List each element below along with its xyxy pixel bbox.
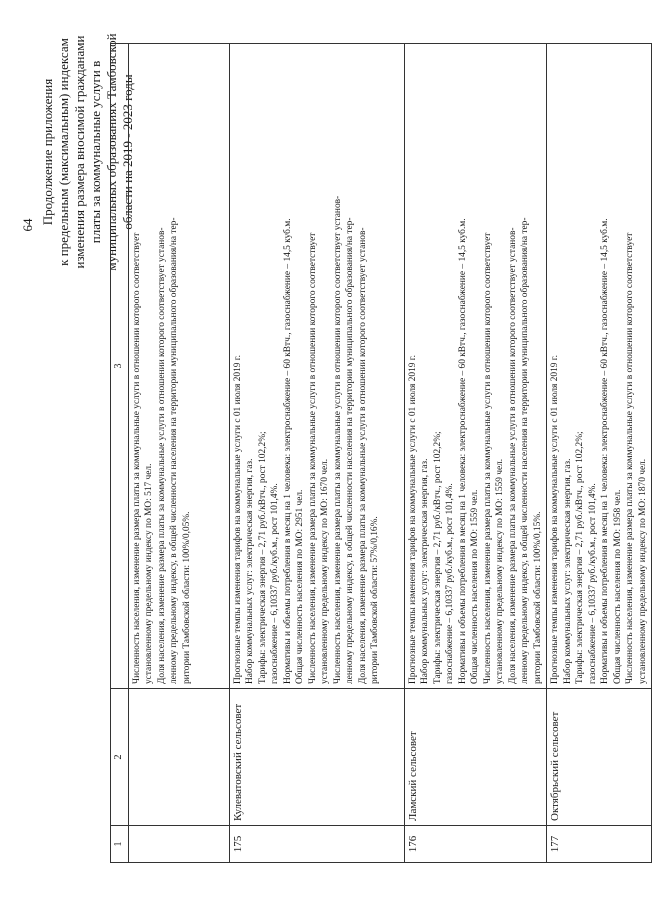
row-description-cell (404, 44, 547, 689)
description-line: Доля населения, изменение размера платы за коммунальные услуги в отношении которого соответствует установ- (507, 227, 518, 684)
description-line: газоснабжение – 6,10337 руб./куб.м., рост 101,4%. (270, 483, 280, 684)
description-line: Нормативы и объемы потребления в месяц на 1 человека: электроснабжение – 60 кВтч., газоснабжение – 14,5 куб.м. (457, 218, 468, 684)
description-line: Общая численность населения по МО: 1958 чел. (612, 489, 623, 684)
description-line: Доля населения, изменение размера платы за коммунальные услуги в отношении которого соответствует установ- (357, 227, 368, 684)
description-line: установленному предельному индексу по МО: 1559 чел. (495, 458, 505, 684)
description-line: газоснабжение – 6,10337 руб./куб.м., рост 101,4%. (445, 483, 455, 684)
description-line: Нормативы и объемы потребления в месяц на 1 человека: электроснабжение – 60 кВтч., газоснабжение – 14,5 куб.м. (282, 218, 293, 684)
description-line: Набор коммунальных услуг: электрическая энергия, газ. (245, 458, 255, 684)
row-number: 176 (404, 826, 547, 863)
description-line: ленному предельному индексу, в общей численности населения на территории муниципального образования/на тер- (520, 217, 530, 684)
table-row (229, 44, 404, 863)
description-line: Численность населения, изменение размера платы за коммунальные услуги в отношении которого соответствует (131, 232, 142, 684)
column-header: 2 (111, 689, 129, 826)
header-line: изменения размера вносимой гражданами (72, 35, 87, 269)
description-line: Набор коммунальных услуг: электрическая энергия, газ. (420, 458, 430, 684)
description-line: ленному предельному индексу, в общей численности населения на территории муниципального образования/на тер- (345, 217, 355, 684)
description-line: ритории Тамбовской области: 100%/0,15%. (532, 511, 543, 684)
description-line: установленному предельному индексу по МО: 517 чел. (144, 463, 154, 684)
row-description-cell (229, 44, 404, 689)
description-line: Тарифы: электрическая энергия – 2,71 руб./кВтч., рост 102,2%; (257, 431, 268, 684)
description-line: Тарифы: электрическая энергия – 2,71 руб./кВтч., рост 102,2%; (432, 431, 443, 684)
description-line: ритории Тамбовской области: 57%/0,16%. (370, 516, 380, 684)
description-line: газоснабжение – 6,10337 руб./куб.м., рост 101,4%. (587, 483, 598, 684)
description-line: Прогнозные темпы изменения тарифов на коммунальные услуги с 01 июля 2019 г. (232, 355, 243, 684)
row-number: 175 (229, 826, 404, 863)
row-number: 177 (547, 826, 652, 863)
description-line: Численность населения, изменение размера платы за коммунальные услуги в отношении которого соответствует (482, 232, 493, 684)
municipality-name: Ламский сельсовет (404, 689, 547, 826)
description-line: Доля населения, изменение размера платы за коммунальные услуги в отношении которого соответствует установ- (156, 227, 167, 684)
header-line: к предельным (максимальным) индексам (56, 38, 71, 266)
indices-table (110, 43, 652, 863)
municipality-name: Кулеватовский сельсовет (229, 689, 404, 826)
header-line: платы за коммунальные услуги в (88, 60, 103, 244)
page-number: 64 (20, 218, 35, 232)
description-line: Общая численность населения по МО: 2951 чел. (295, 489, 305, 684)
row-description-cell (128, 44, 229, 689)
description-line: Прогнозные темпы изменения тарифов на коммунальные услуги с 01 июля 2019 г. (407, 355, 418, 684)
description-line: ритории Тамбовской области: 100%/0,05%. (181, 511, 192, 684)
header-line: муниципальных образованиях Тамбовской (104, 33, 119, 271)
description-line: установленному предельному индексу по МО: 1670 чел. (320, 458, 330, 684)
row-description-cell (547, 44, 652, 689)
header-line: области на 2019 - 2023 годы (120, 74, 135, 230)
column-header: 3 (111, 44, 129, 689)
description-line: установленному предельному индексу по МО: 1870 чел. (637, 458, 648, 684)
description-line: Численность населения, изменение размера платы за коммунальные услуги в отношении которого соответствует установ- (332, 195, 343, 684)
table-row-continued (128, 44, 229, 863)
description-line: Прогнозные темпы изменения тарифов на коммунальные услуги с 01 июля 2019 г. (550, 355, 560, 684)
column-header: 1 (111, 826, 129, 863)
row-name-cell (128, 689, 229, 826)
description-line: Численность населения, изменение размера платы за коммунальные услуги в отношении которого соответствует (625, 232, 635, 684)
description-line: Общая численность населения по МО: 1559 чел. (470, 489, 480, 684)
description-line: ленному предельному индексу, в общей численности населения на территории муниципального образования/на тер- (169, 217, 179, 684)
table-row (404, 44, 547, 863)
description-line: Нормативы и объемы потребления в месяц на 1 человека: электроснабжение – 60 кВтч., газоснабжение – 14,5 куб.м. (600, 218, 610, 684)
municipality-name: Октябрьский сельсовет (547, 689, 652, 826)
table-row (547, 44, 652, 863)
description-line: Набор коммунальных услуг: электрическая энергия, газ. (562, 458, 573, 684)
description-line: Численность населения, изменение размера платы за коммунальные услуги в отношении которого соответствует (307, 232, 318, 684)
table-header-row (111, 44, 129, 863)
header-line: Продолжение приложения (40, 78, 55, 226)
description-line: Тарифы: электрическая энергия – 2,71 руб./кВтч., рост 102,2%; (575, 431, 585, 684)
row-number-cell (128, 826, 229, 863)
